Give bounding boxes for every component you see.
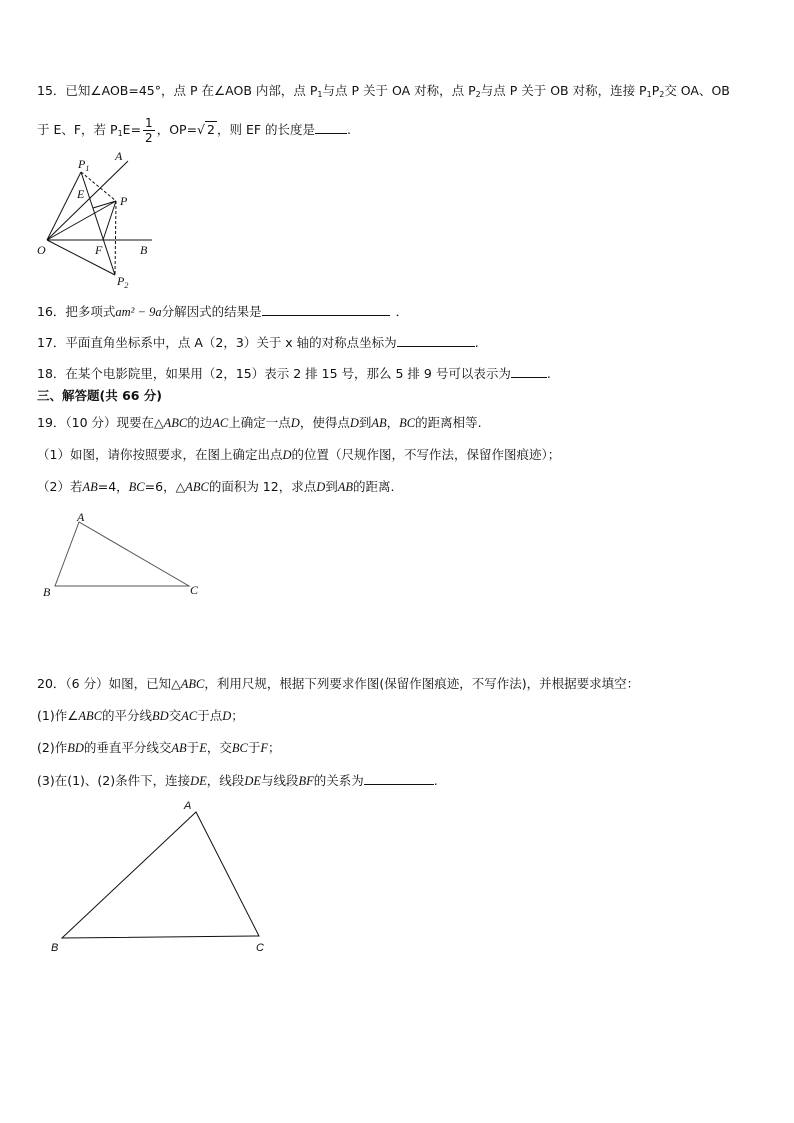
q16-expression: am² − 9a <box>115 305 162 319</box>
q16-line: 16．把多项式am² − 9a分解因式的结果是 ． <box>37 304 409 319</box>
q20-answer-blank[interactable] <box>364 771 434 785</box>
q19-part2: （2）若AB=4，BC=6，△ABC的面积为 12，求点D到AB的距离. <box>37 479 395 494</box>
q20-part3: (3)在(1)、(2)条件下，连接DE，线段DE与线段BF的关系为 . <box>37 773 438 788</box>
q15-figure <box>30 148 170 293</box>
q15-line2: 于 E、F，若 $P_1E=$ $\frac{1}{2}$ ，OP=√ 2 ，则 EF 的长度是 . <box>37 116 351 145</box>
q20-part2: (2)作BD的垂直平分线交AB于E，交BC于F； <box>37 740 281 755</box>
q20-label-a: A <box>184 800 192 812</box>
label-p1: $P_1$ <box>78 157 90 173</box>
q19-part1: （1）如图，请你按照要求，在图上确定出点D的位置（尺规作图，不写作法，保留作图痕迹）； <box>37 447 561 462</box>
label-f: F <box>95 243 103 257</box>
q18-line: 18．在某个电影院里，如果用（2，15）表示 2 排 15 号，那么 5 排 9 号可以表示为 . <box>37 366 551 381</box>
q19-line1: 19．（10 分）现要在△ABC的边AC上确定一点D，使得点D到AB，BC的距离相等. <box>37 415 482 430</box>
label-p: P <box>120 194 128 208</box>
section3-title: 三、解答题(共 66 分) <box>37 388 163 403</box>
q20-label-b: B <box>51 942 59 954</box>
q17-answer-blank[interactable] <box>397 333 475 347</box>
q18-answer-blank[interactable] <box>511 364 547 378</box>
q19-label-a: A <box>77 510 85 524</box>
q20-part1: (1)作∠ABC的平分线BD交AC于点D； <box>37 708 244 723</box>
label-b: B <box>140 243 148 257</box>
q20-triangle-figure <box>45 798 285 958</box>
q15-line1: 15．已知∠AOB=45°，点 P 在∠AOB 内部，点 $P_1$与点 P 关于 OA 对称，点 $P_2$与点 P 关于 OB 对称，连接 $P_1P_2$交 OA、OB <box>37 83 730 99</box>
sqrt-two: √ 2 <box>197 122 215 137</box>
label-a: A <box>115 149 123 163</box>
q15-answer-blank[interactable] <box>315 120 347 134</box>
q19-triangle-figure <box>40 510 215 600</box>
q19-label-c: C <box>190 583 199 597</box>
fraction-one-half: $\frac{1}{2}$ <box>145 116 153 145</box>
q19-label-b: B <box>43 585 51 599</box>
label-o: O <box>37 243 46 257</box>
q15-number: 15 <box>37 83 53 98</box>
label-p2: $P_2$ <box>117 274 129 290</box>
q20-line1: 20．（6 分）如图，已知△ABC，利用尺规，根据下列要求作图(保留作图痕迹，不写作法)，并根据要求填空： <box>37 676 640 691</box>
q17-line: 17．平面直角坐标系中，点 A（2，3）关于 x 轴的对称点坐标为 . <box>37 335 479 350</box>
label-e: E <box>77 187 85 201</box>
q20-label-c: C <box>256 942 264 954</box>
q16-answer-blank[interactable] <box>262 302 390 316</box>
